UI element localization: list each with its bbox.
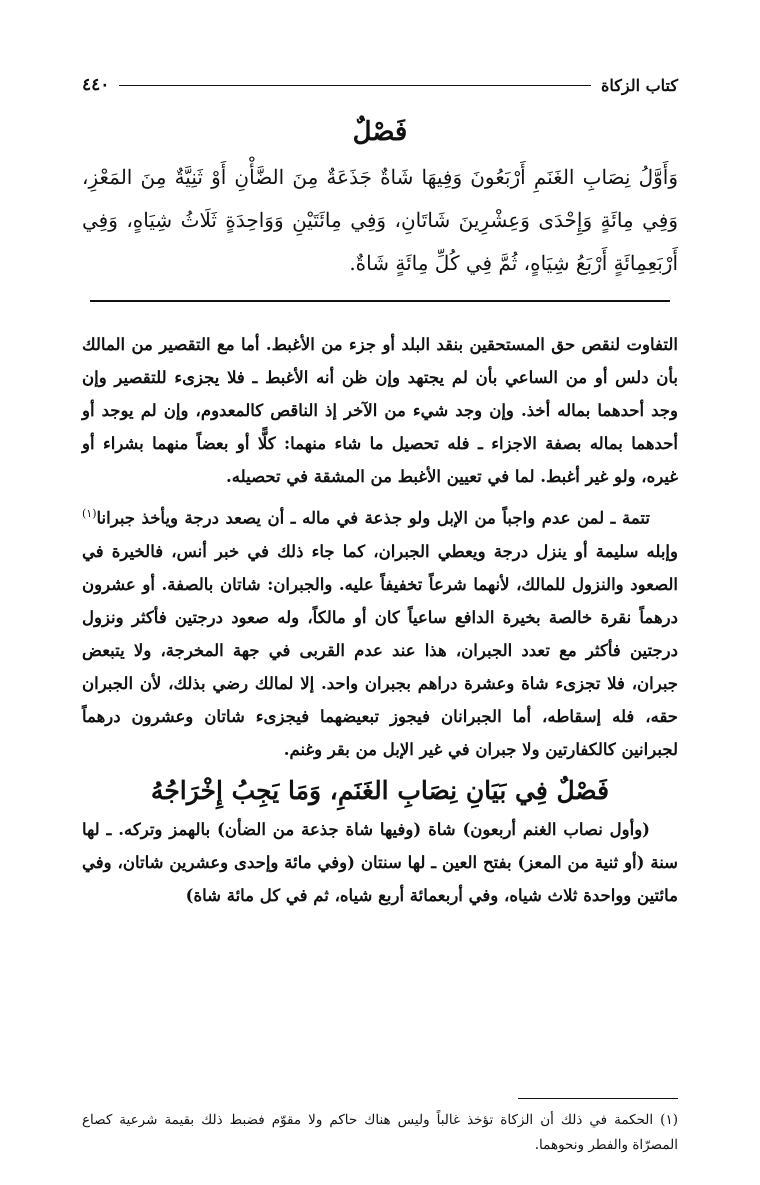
sharh-paragraph-3: (وأول نصاب الغنم أربعون) شاة (وفيها شاة جذعة من الضأن) بالهمز وتركه. ـ لها سنة (أو ثنية من المعز) بفتح العين ـ لها سنتان (وفي مائة وإحدى وعشرين شاتان، وفي مائتين وواحدة ثلاث شياه، وفي أربعمائة أربع شياه، ثم في كل مائة شاة) (82, 820, 678, 905)
running-header (82, 72, 678, 98)
sharh-paragraph-2-end: وإبله سليمة أو ينزل درجة ويعطي الجبران، كما جاء ذلك في خبر أنس، فالخيرة في الصعود والنزول للمالك، لأنهما شرعاً تخفيفاً عليه. والجبران: شاتان بالصفة. أو عشرون درهماً نقرة خالصة بخيرة الدافع ساعياً كان أو مالكاً، وله صعود درجتين فأكثر ونزول درجتين فأكثر مع تعدد الجبران، هذا عند عدم القربى في جهة المخرجة، ولا يتبعض جبران، فلا تجزىء شاة وعشرة دراهم بجبران واحد. إلا لمالك رضي بذلك، لأن الجبران حقه، فله إسقاطه، أما الجبرانان فيجوز تبعيضهما فيجزىء شاتان وعشرون درهماً لجبرانين كالكفارتين ولا جبران في غير الإبل من بقر وغنم. (82, 541, 678, 759)
matn-text: وَأَوَّلُ نِصَابِ الغَنَمِ أَرْبَعُونَ وَفِيهَا شَاةٌ جَذَعَةٌ مِنَ الضَّأْنِ أَوْ ثَنِيَّةٌ مِنَ المَعْزِ، وَفِي مِائَةٍ وَإِحْدَى وَعِشْرِينَ شَاتَانِ، وَفِي مِائَتَيْنِ وَوَاحِدَةٍ ثَلَاثُ شِيَاهٍ، وَفِي أَرْبَعِمِائَةٍ أَرْبَعُ شِيَاهٍ، ثُمَّ فِي كُلِّ مِائَةٍ شَاةٌ. (82, 164, 678, 275)
matn-heading: فَصْلٌ (352, 117, 408, 147)
sharh-section (82, 328, 678, 912)
footnotes (82, 1108, 678, 1158)
header-rule (119, 85, 591, 86)
matn-section (82, 116, 678, 285)
footnote-rule (518, 1098, 678, 1099)
sharh-paragraph-2 (82, 497, 678, 766)
footnote-1: (١) الحكمة في ذلك أن الزكاة تؤخذ غالباً وليس هناك حاكم ولا مقوّم فضبط ذلك بقيمة شرعية كصاع المصرّاة والفطر ونحوهما. (82, 1112, 678, 1153)
matn-separator-rule (90, 300, 670, 302)
page-number: ٤٤٠ (82, 75, 110, 95)
footnote-marker: (١) (82, 507, 97, 520)
fasl-heading: فَصْلٌ فِي بَيَانِ نِصَابِ الغَنَمِ، وَمَا يَجِبُ إِخْرَاجُهُ (150, 775, 610, 805)
book-title: كتاب الزكاة (601, 75, 678, 95)
sharh-paragraph-2-start: تتمة ـ لمن عدم واجباً من الإبل ولو جذعة في ماله ـ أن يصعد درجة ويأخذ جبرانا (96, 508, 650, 528)
sharh-paragraph-1: التفاوت لنقص حق المستحقين بنقد البلد أو جزء من الأغبط. أما مع التقصير من المالك بأن دلس أو من الساعي بأن لم يجتهد وإن ظن أنه الأغبط ـ فلا يجزىء للتقصير وإن وجد أحدهما بماله أخذ. وإن وجد شيء من الآخر إذ الناقص كالمعدوم، وإن لم يوجد أو أحدهما بماله بصفة الاجزاء ـ فله تحصيل ما شاء منهما: كلًّا أو بعضاً منهما بشراء أو غيره، ولو غير أغبط. لما في تعيين الأغبط من المشقة في تحصيله. (82, 335, 678, 486)
